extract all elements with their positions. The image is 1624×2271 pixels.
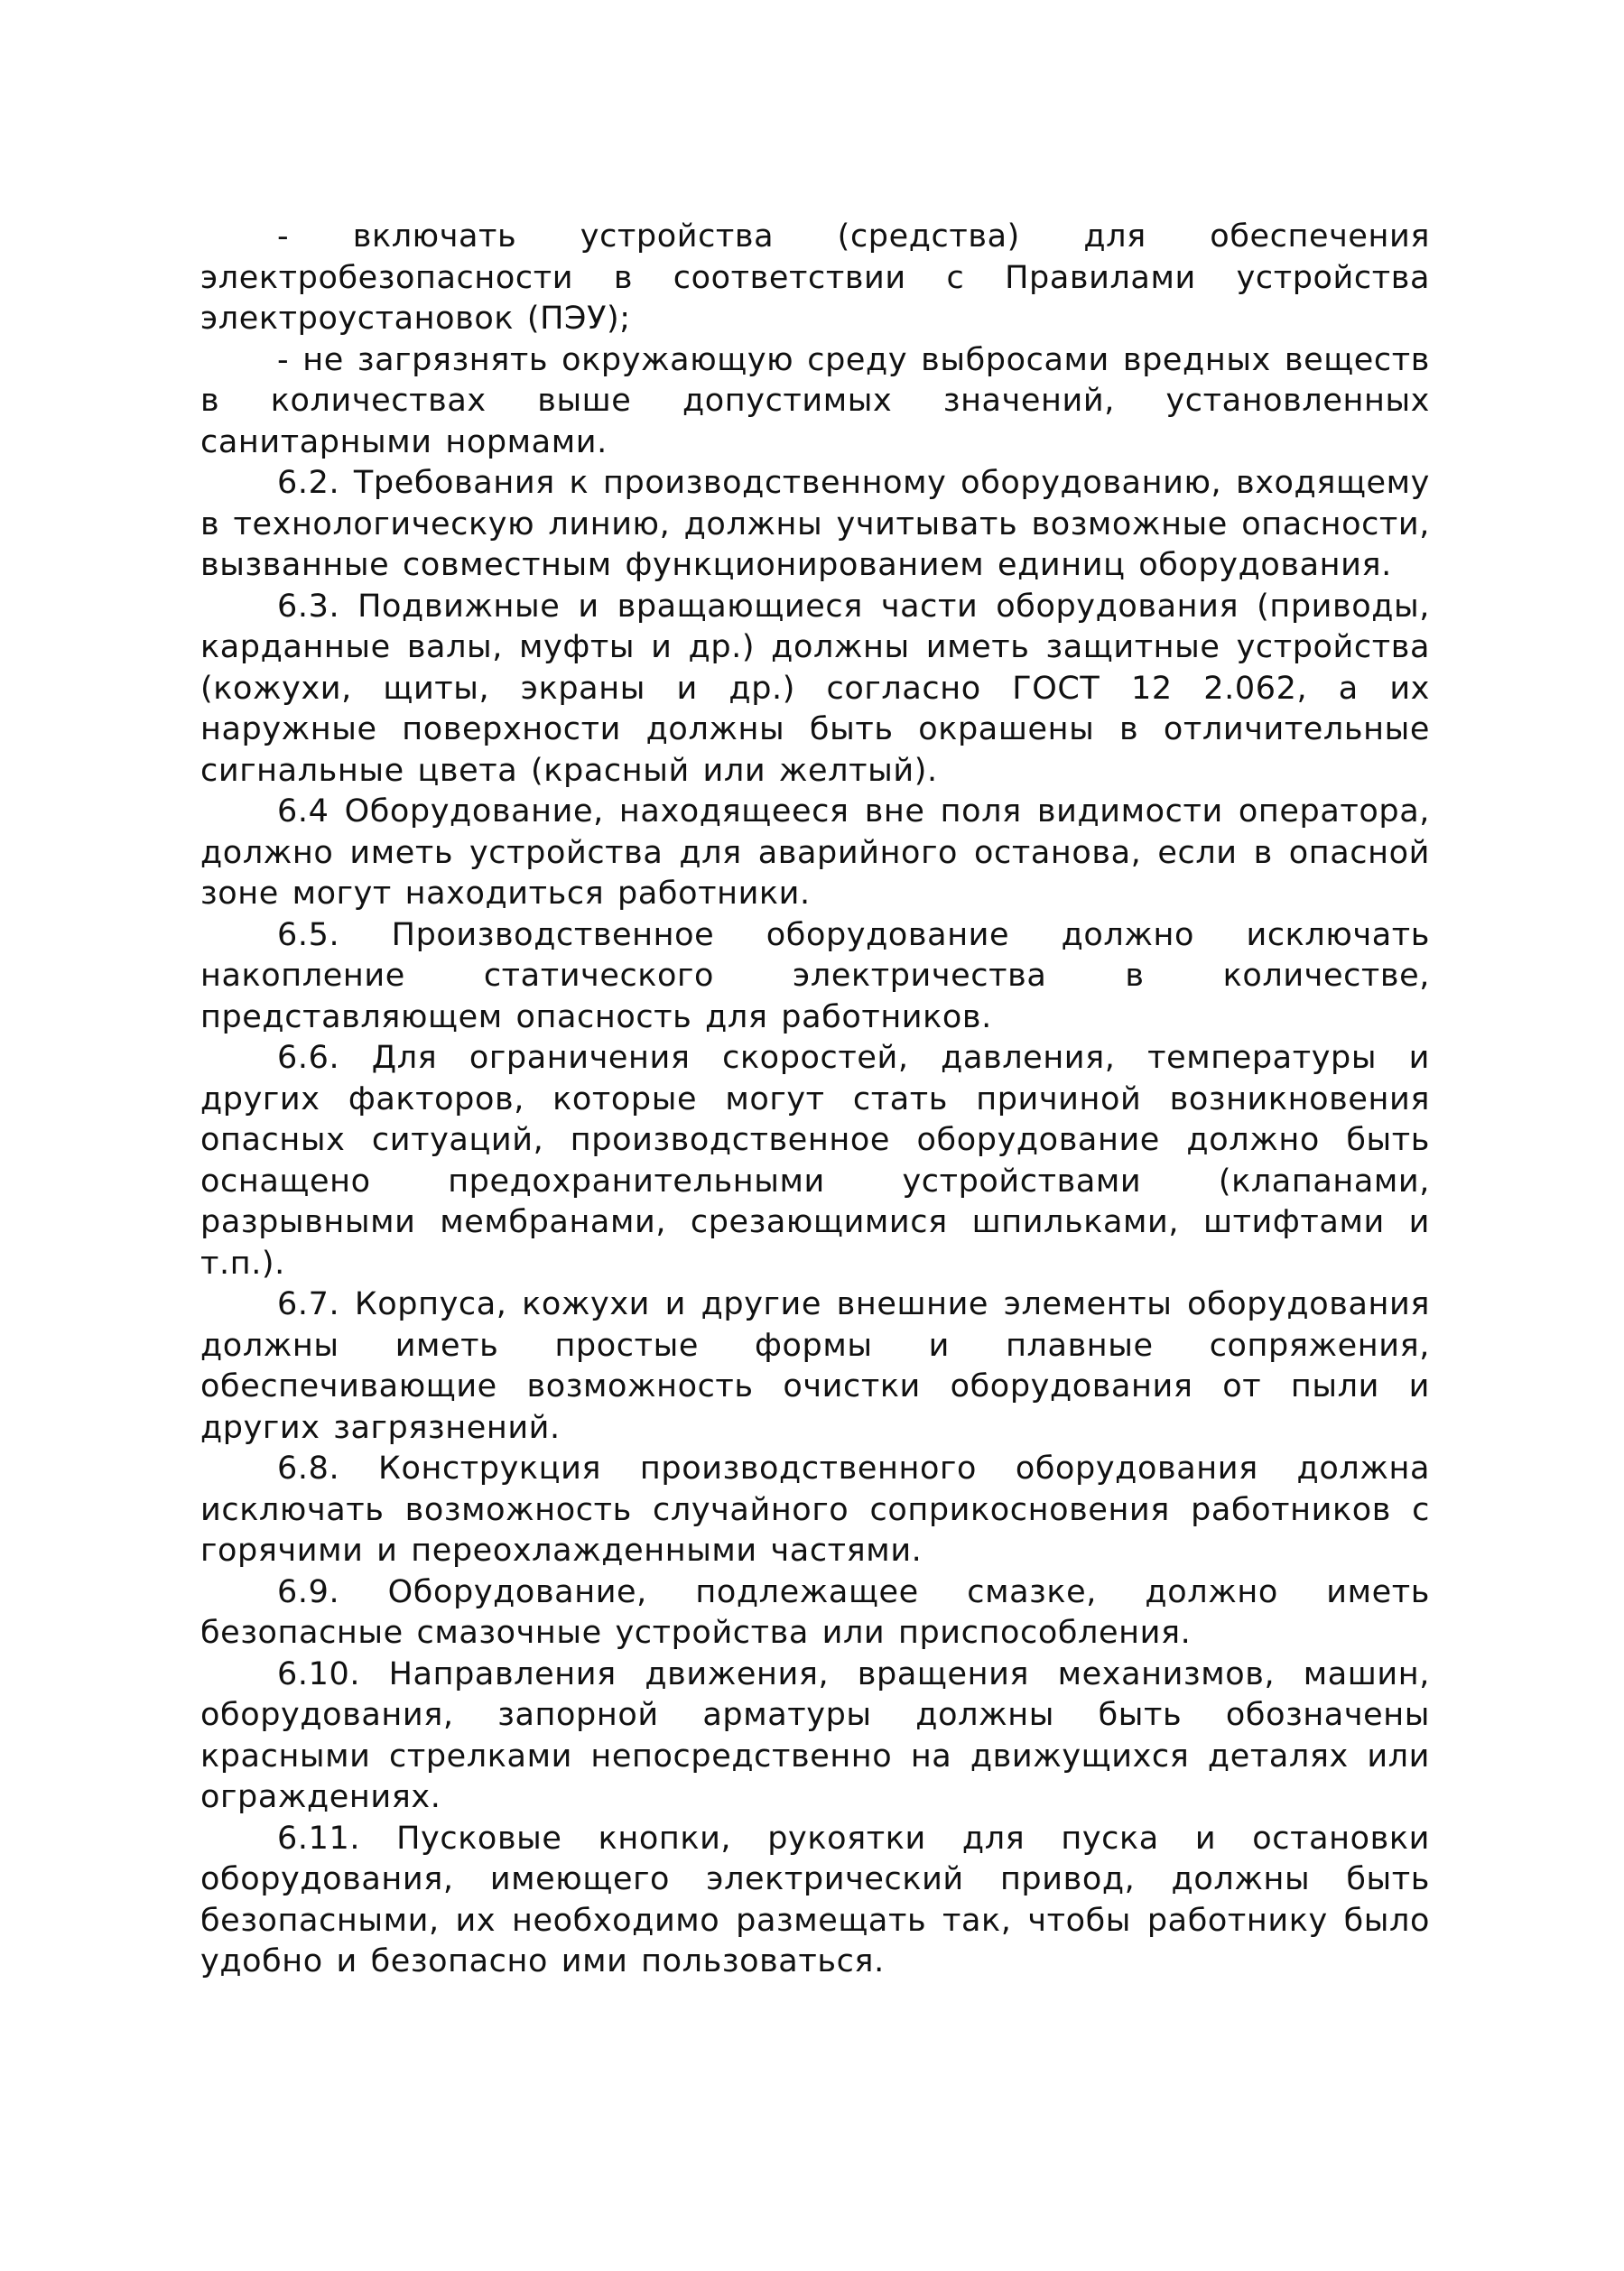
clause-6-9: 6.9. Оборудование, подлежащее смазке, должно иметь безопасные смазочные устройства или приспособления.	[200, 1573, 1430, 1651]
clause-6-7: 6.7. Корпуса, кожухи и другие внешние элементы оборудования должны иметь простые формы и плавные сопряжения, обеспечивающие возможность очистки оборудования от пыли и других загрязнений.	[200, 1286, 1430, 1446]
clause-6-6: 6.6. Для ограничения скоростей, давления, температуры и других факторов, которые могут стать причиной возникновения опасных ситуаций, производственное оборудование должно быть оснащено предохранительными устройствами (клапанами, разрывными мембранами, срезающимися шпильками, штифтами и т.п.).	[200, 1040, 1430, 1282]
clause-6-5: 6.5. Производственное оборудование должно исключать накопление статического электричества в количестве, представляющем опасность для работников.	[200, 916, 1430, 1035]
clause-6-2: 6.2. Требования к производственному оборудованию, входящему в технологическую линию, должны учитывать возможные опасности, вызванные совместным функционированием единиц оборудования.	[200, 465, 1430, 583]
clause-6-4: 6.4 Оборудование, находящееся вне поля видимости оператора, должно иметь устройства для аварийного останова, если в опасной зоне могут находиться работники.	[200, 793, 1430, 912]
clause-6-3: 6.3. Подвижные и вращающиеся части оборудования (приводы, карданные валы, муфты и др.) должны иметь защитные устройства (кожухи, щиты, экраны и др.) согласно ГОСТ 12 2.062, а их наружные поверхности должны быть окрашены в отличительные сигнальные цвета (красный или желтый).	[200, 588, 1430, 789]
list-item-electrical-safety: - включать устройства (средства) для обеспечения электробезопасности в соответствии с Правилами устройства электроустановок (ПЭУ);	[200, 218, 1430, 337]
clause-6-10: 6.10. Направления движения, вращения механизмов, машин, оборудования, запорной арматуры должны быть обозначены красными стрелками непосредственно на движущихся деталях или ограждениях.	[200, 1655, 1430, 1815]
document-body	[200, 217, 1430, 1983]
list-item-environment: - не загрязнять окружающую среду выбросами вредных веществ в количествах выше допустимых значений, установленных санитарными нормами.	[200, 341, 1430, 460]
clause-6-11: 6.11. Пусковые кнопки, рукоятки для пуска и остановки оборудования, имеющего электрический привод, должны быть безопасными, их необходимо размещать так, чтобы работнику было удобно и безопасно ими пользоваться.	[200, 1820, 1430, 1979]
clause-6-8: 6.8. Конструкция производственного оборудования должна исключать возможность случайного соприкосновения работников с горячими и переохлажденными частями.	[200, 1451, 1430, 1569]
